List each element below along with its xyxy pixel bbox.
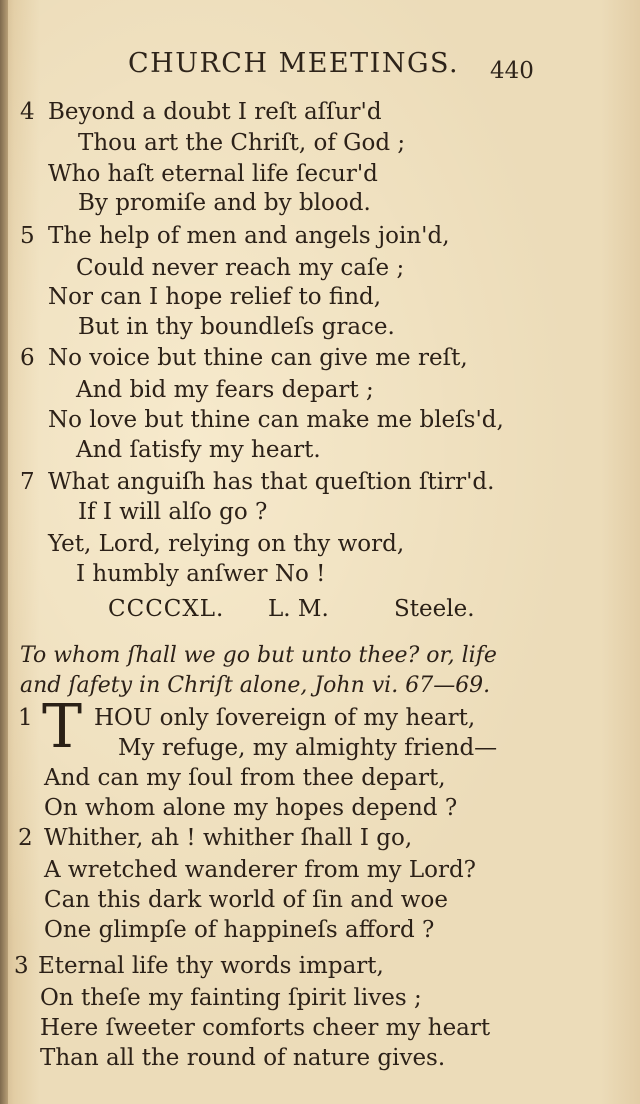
stanza-number: 1 xyxy=(18,705,33,731)
running-head: CHURCH MEETINGS. xyxy=(128,48,460,79)
verse-line: By promiſe and by blood. xyxy=(78,190,371,216)
verse-line: Thou art the Chriſt, of God ; xyxy=(78,130,406,156)
verse-line: Nor can I hope relief to find, xyxy=(48,284,382,310)
verse-line: But in thy boundleſs grace. xyxy=(78,314,395,340)
stanza-number: 3 xyxy=(14,953,29,979)
verse-line: One glimpſe of happineſs afford ? xyxy=(44,917,435,943)
stanza-number: 2 xyxy=(18,825,33,851)
page-gutter xyxy=(0,0,8,1104)
drop-cap: T xyxy=(42,692,83,762)
stanza-number: 4 xyxy=(20,99,35,125)
verse-line: Yet, Lord, relying on thy word, xyxy=(48,531,405,557)
verse-line: And bid my fears depart ; xyxy=(76,377,374,403)
verse-line: The help of men and angels join'd, xyxy=(48,223,450,249)
verse-line: A wretched wanderer from my Lord? xyxy=(44,857,477,883)
verse-line: And ſatisfy my heart. xyxy=(76,437,321,463)
verse-line: On whom alone my hopes depend ? xyxy=(44,795,458,821)
verse-line: Beyond a doubt I reſt aſſur'd xyxy=(48,99,382,125)
verse-line: Eternal life thy words impart, xyxy=(38,953,384,979)
verse-line: No love but thine can make me bleſs'd, xyxy=(48,407,504,433)
verse-line: My refuge, my almighty friend— xyxy=(118,735,498,761)
hymn-subtitle-line-1: To whom ſhall we go but unto thee? or, life xyxy=(20,643,497,668)
verse-line: What anguiſh has that queſtion ſtirr'd. xyxy=(48,469,495,495)
verse-line: I humbly anſwer No ! xyxy=(76,561,326,587)
verse-line: Whither, ah ! whither ſhall I go, xyxy=(44,825,413,851)
hymn-subtitle-line-2: and ſafety in Chriſt alone, John vi. 67—69. xyxy=(20,673,491,698)
verse-line: On theſe my fainting ſpirit lives ; xyxy=(40,985,422,1011)
verse-line: If I will alſo go ? xyxy=(78,499,268,525)
verse-line: Who haſt eternal life ſecur'd xyxy=(48,161,378,187)
verse-line: HOU only ſovereign of my heart, xyxy=(94,705,476,731)
verse-line: Here ſweeter comforts cheer my heart xyxy=(40,1015,491,1041)
verse-line: Than all the round of nature gives. xyxy=(40,1045,446,1071)
page-header xyxy=(0,48,640,88)
stanza-number: 5 xyxy=(20,223,35,249)
page-number: 440 xyxy=(490,58,534,84)
hymn-number: CCCCXL. xyxy=(108,596,225,622)
verse-line: And can my ſoul from thee depart, xyxy=(44,765,446,791)
hymn-author: Steele. xyxy=(394,596,475,622)
verse-line: Could never reach my caſe ; xyxy=(76,255,405,281)
stanza-number: 6 xyxy=(20,345,35,371)
hymn-meter: L. M. xyxy=(268,596,329,622)
verse-line: Can this dark world of ſin and woe xyxy=(44,887,448,913)
verse-line: No voice but thine can give me reſt, xyxy=(48,345,468,371)
stanza-number: 7 xyxy=(20,469,35,495)
hymn-heading xyxy=(0,596,640,628)
